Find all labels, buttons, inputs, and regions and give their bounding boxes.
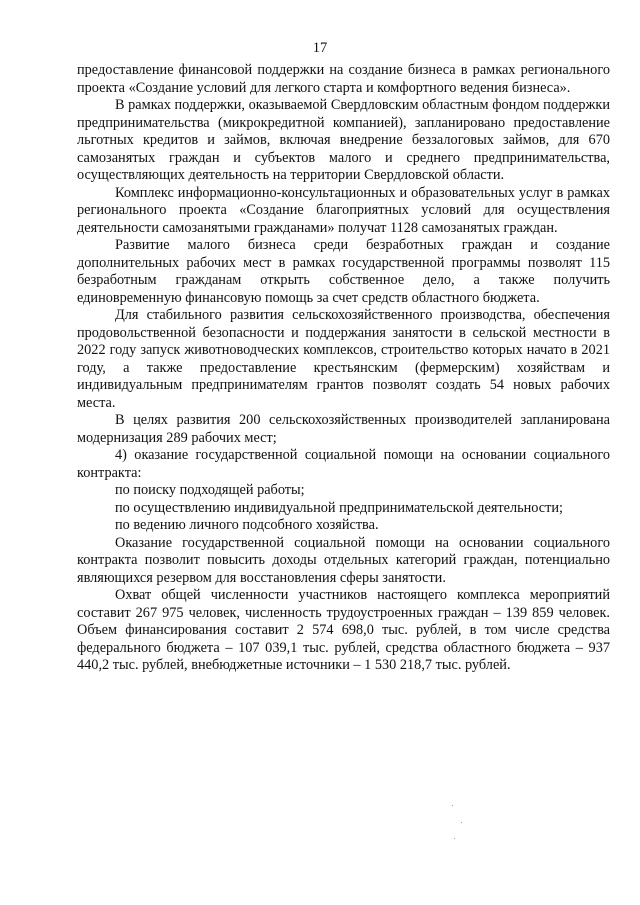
paragraph-1: предоставление финансовой поддержки на создание бизнеса в рамках регионального проекта «Создание условий для легкого старта и комфортного ведения бизнеса».	[77, 62, 610, 96]
list-item-job-search: по поиску подходящей работы;	[115, 482, 305, 498]
paragraph-5: Для стабильного развития сельскохозяйственного производства, обеспечения продовольственной безопасности и поддержания занятости в сельской местности в 2022 году запуск животноводческих комплексов, строительство которых начато в 2021 году, а также предоставление крестьянским (фермерским) хозяйствам и индивидуальным предпринимателям грантов позволят создать 54 новых рабочих места.	[77, 307, 610, 411]
paragraph-6: В целях развития 200 сельскохозяйственных производителей запланирована модернизация 289 рабочих мест;	[77, 412, 610, 446]
paragraph-3: Комплекс информационно-консультационных и образовательных услуг в рамках регионального проекта «Создание благоприятных условий для осуществления деятельности самозанятыми гражданами» получат 1128 самозанятых граждан.	[77, 184, 610, 236]
list-item-household-farming: по ведению личного подсобного хозяйства.	[115, 517, 379, 533]
scan-speck	[454, 838, 455, 839]
paragraph-8: Оказание государственной социальной помощи на основании социального контракта позволит повысить доходы отдельных категорий граждан, потенциально являющихся резервом для восстановления сферы занятости.	[77, 534, 610, 586]
page-number: 17	[312, 40, 328, 56]
paragraph-9: Охват общей численности участников настоящего комплекса мероприятий составит 267 975 человек, численность трудоустроенных граждан – 139 859 человек. Объем финансирования составит 2 574 698,0 тыс. рублей, в том числе средства федерального бюджета – 107 039,1 тыс. рублей, средства областного бюджета – 937 440,2 тыс. рублей, внебюджетные источники – 1 530 218,7 тыс. рублей.	[77, 587, 610, 673]
scan-speck	[452, 805, 453, 806]
list-item-entrepreneurship: по осуществлению индивидуальной предпринимательской деятельности;	[115, 499, 564, 516]
paragraph-7: 4) оказание государственной социальной помощи на основании социального контракта:	[77, 447, 610, 481]
scan-speck	[461, 822, 462, 823]
document-body	[77, 62, 610, 675]
paragraph-2: В рамках поддержки, оказываемой Свердловским областным фондом поддержки предпринимательства (микрокредитной компанией), запланировано предоставление льготных кредитов и займов, включая внедрение беззалоговых займов, для 670 самозанятых граждан и субъектов малого и среднего предпринимательства, осуществляющих деятельность на территории Свердловской области.	[77, 97, 610, 183]
paragraph-4: Развитие малого бизнеса среди безработных граждан и создание дополнительных рабочих мест в рамках государственной программы позволят 115 безработным гражданам открыть собственное дело, а также получить единовременную финансовую помощь за счет средств областного бюджета.	[77, 237, 610, 306]
